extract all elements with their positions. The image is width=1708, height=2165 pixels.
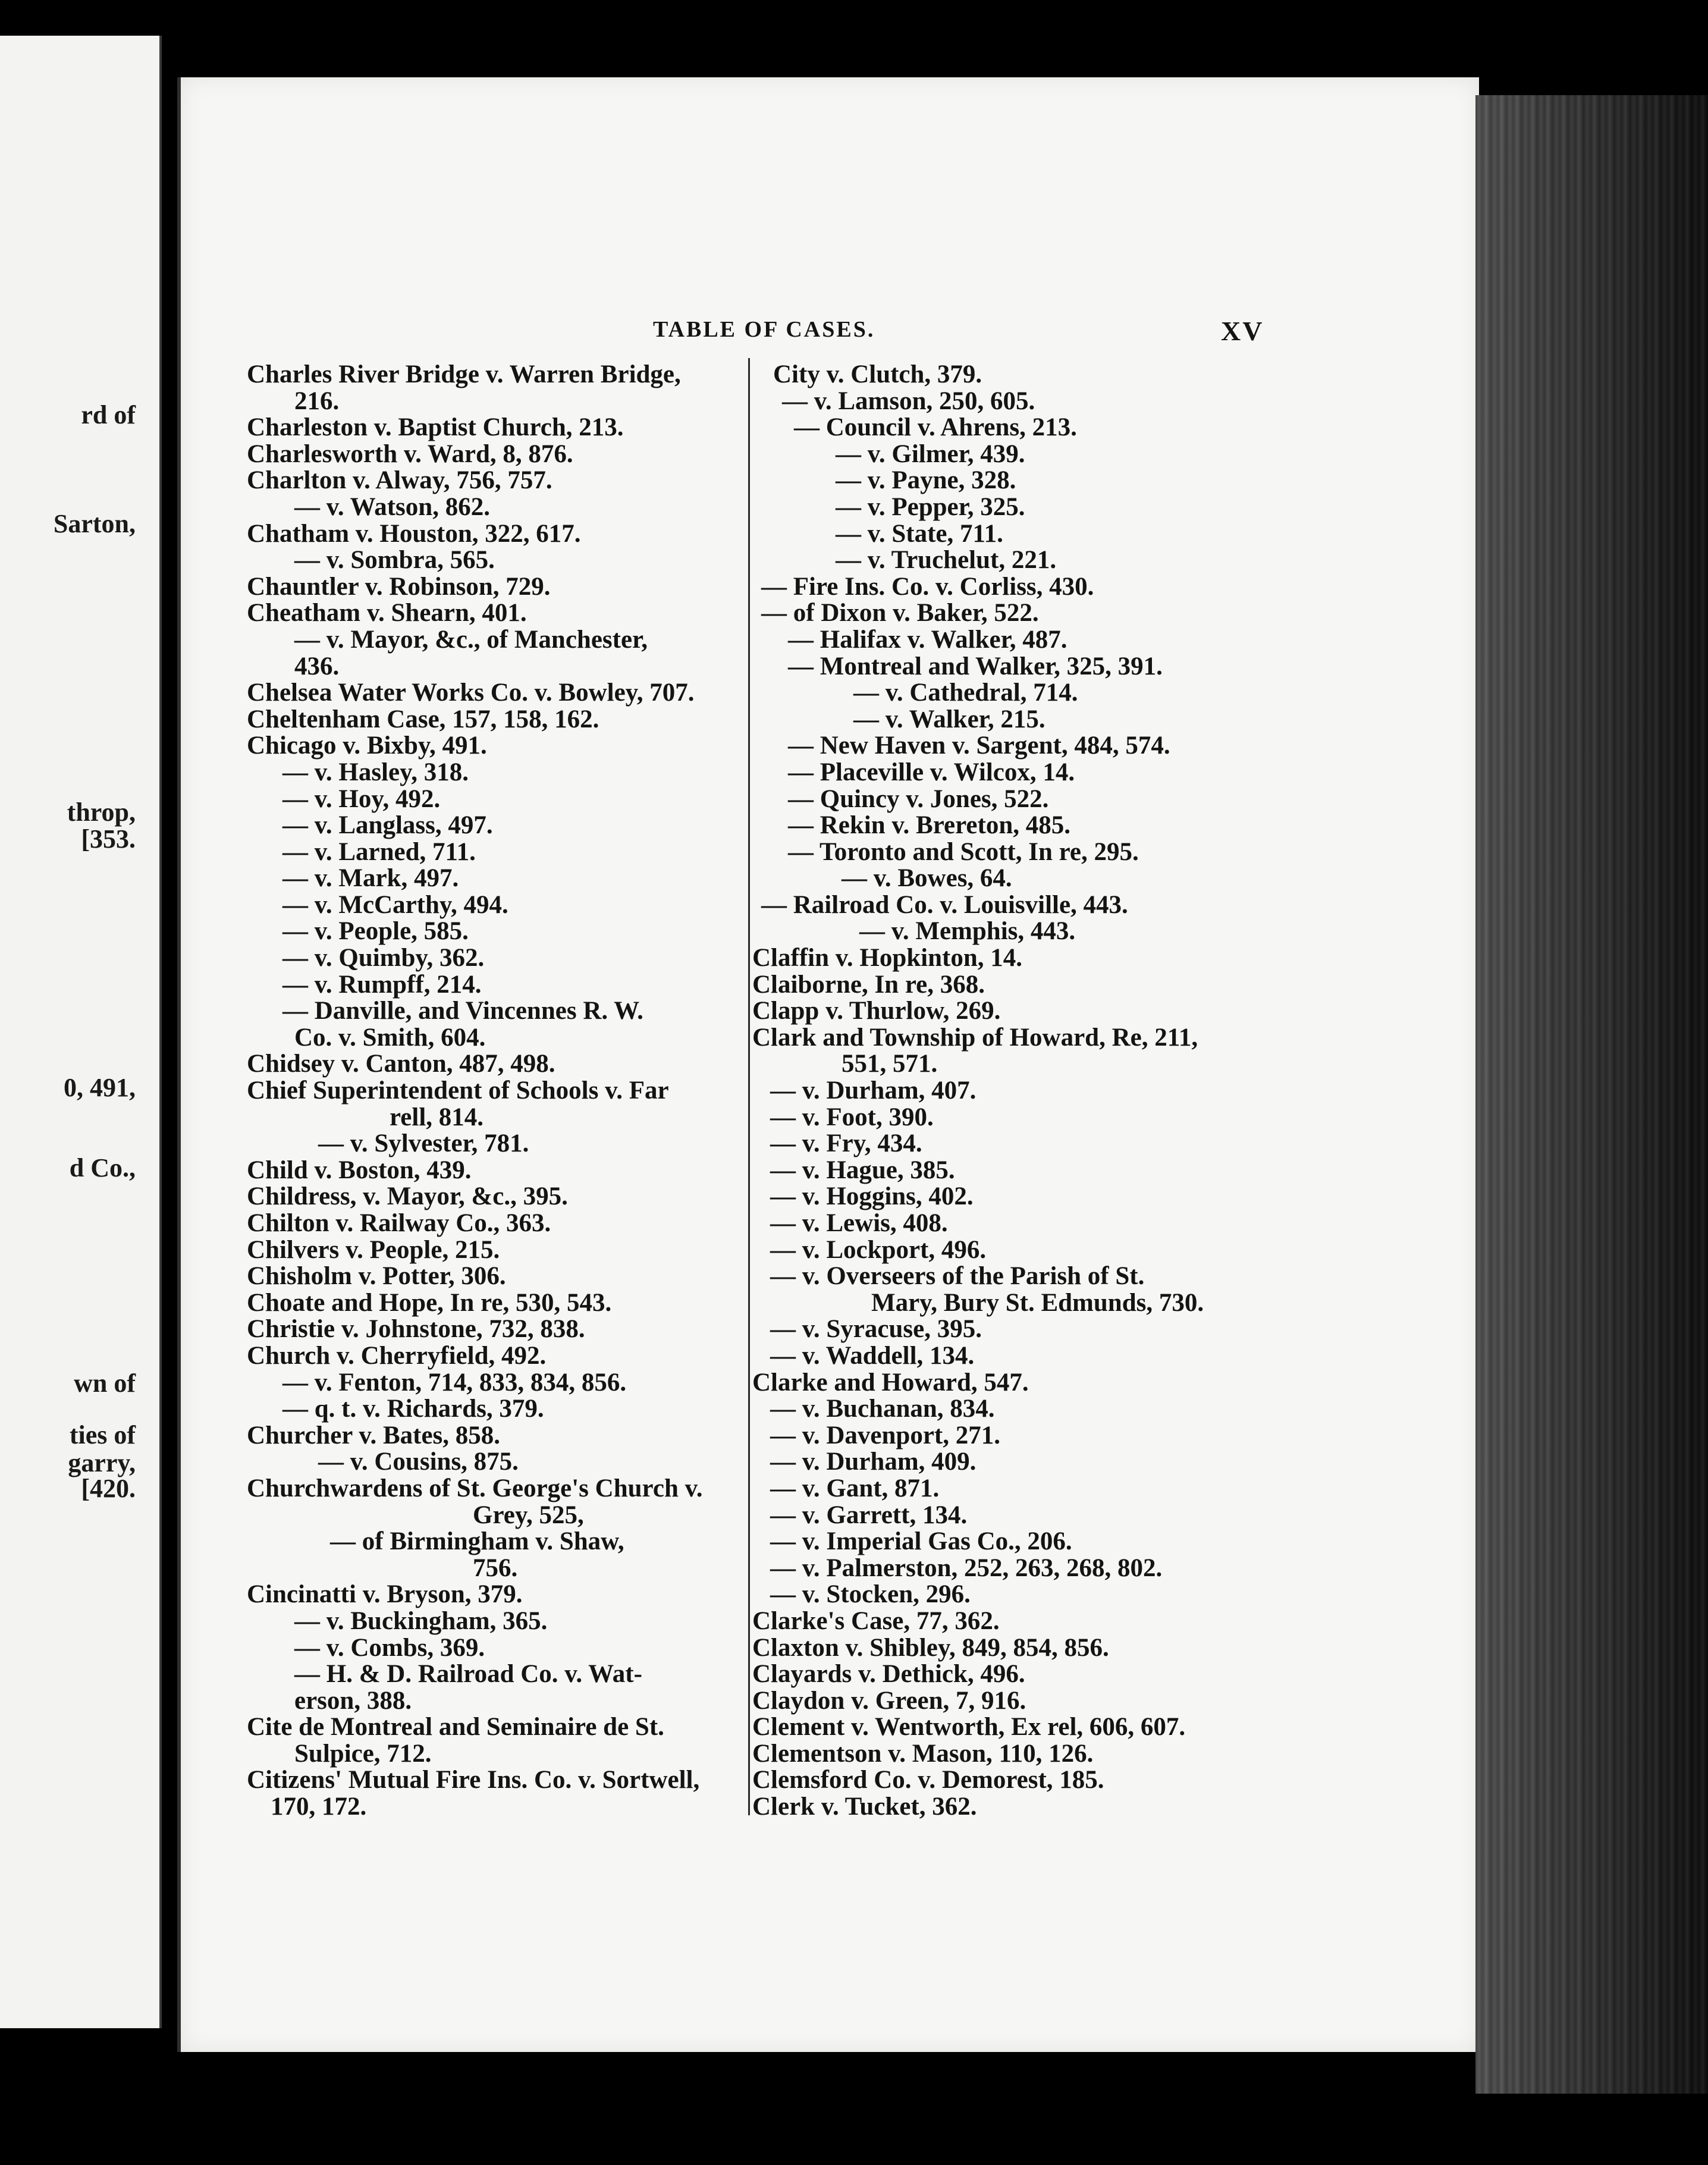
- index-entry: — v. Hasley, 318.: [282, 758, 469, 786]
- index-entry: 436.: [294, 652, 340, 680]
- index-entry: — v. Memphis, 443.: [859, 917, 1076, 946]
- index-entry: Christie v. Johnstone, 732, 838.: [247, 1315, 585, 1344]
- index-entry: — v. Durham, 407.: [770, 1077, 977, 1105]
- index-entry: — New Haven v. Sargent, 484, 574.: [788, 732, 1170, 760]
- index-entry: — v. Gant, 871.: [770, 1474, 940, 1502]
- index-entry: Clement v. Wentworth, Ex rel, 606, 607.: [752, 1713, 1186, 1742]
- index-entry: — v. Davenport, 271.: [770, 1421, 1000, 1449]
- index-entry: — v. Fry, 434.: [770, 1129, 922, 1158]
- index-entry: — H. & D. Railroad Co. v. Wat-: [294, 1660, 642, 1689]
- index-entry: Cheatham v. Shearn, 401.: [247, 599, 527, 627]
- index-entry: — v. Combs, 369.: [294, 1633, 485, 1662]
- index-entry: Churcher v. Bates, 858.: [247, 1421, 501, 1449]
- facing-page-fragment: garry,: [68, 1448, 136, 1477]
- index-entry: Chauntler v. Robinson, 729.: [247, 572, 551, 601]
- facing-page-fragment: wn of: [74, 1369, 136, 1398]
- column-divider: [748, 358, 750, 1815]
- index-entry: Chilton v. Railway Co., 363.: [247, 1209, 551, 1237]
- index-entry: — v. Palmerston, 252, 263, 268, 802.: [770, 1554, 1163, 1582]
- index-entry: — v. Payne, 328.: [836, 466, 1016, 495]
- index-entry: — v. Hoy, 492.: [282, 785, 441, 813]
- index-entry: — Quincy v. Jones, 522.: [788, 785, 1049, 813]
- index-entry: Clerk v. Tucket, 362.: [752, 1793, 977, 1821]
- index-entry: 551, 571.: [842, 1050, 938, 1078]
- index-entry: Chief Superintendent of Schools v. Far: [247, 1077, 669, 1105]
- index-entry: — of Birmingham v. Shaw,: [330, 1527, 624, 1556]
- index-entry: Claiborne, In re, 368.: [752, 970, 985, 999]
- index-entry: Clark and Township of Howard, Re, 211,: [752, 1023, 1198, 1052]
- index-column-right: [752, 362, 1258, 1821]
- facing-page-fragment: rd of: [81, 400, 136, 429]
- index-entry: Co. v. Smith, 604.: [294, 1023, 486, 1052]
- index-entry: Cite de Montreal and Seminaire de St.: [247, 1713, 664, 1742]
- index-column-left: [247, 362, 746, 1821]
- index-entry: — v. Overseers of the Parish of St.: [770, 1262, 1145, 1291]
- index-entry: Chisholm v. Potter, 306.: [247, 1262, 506, 1291]
- index-entry: Grey, 525,: [473, 1501, 584, 1529]
- index-entry: — v. People, 585.: [282, 917, 469, 946]
- index-entry: — Halifax v. Walker, 487.: [788, 625, 1068, 654]
- index-entry: Charleston v. Baptist Church, 213.: [247, 413, 624, 442]
- index-entry: — v. Durham, 409.: [770, 1448, 977, 1476]
- index-entry: Mary, Bury St. Edmunds, 730.: [871, 1288, 1204, 1317]
- index-entry: — Montreal and Walker, 325, 391.: [788, 652, 1163, 680]
- index-entry: Cincinatti v. Bryson, 379.: [247, 1580, 523, 1609]
- page-edges: [1475, 95, 1708, 2094]
- index-entry: — v. Sombra, 565.: [294, 546, 495, 575]
- index-entry: — Council v. Ahrens, 213.: [794, 413, 1077, 442]
- index-entry: — Placeville v. Wilcox, 14.: [788, 758, 1075, 786]
- index-entry: — v. Buchanan, 834.: [770, 1395, 995, 1423]
- index-entry: — v. Pepper, 325.: [836, 492, 1025, 521]
- index-entry: Chilvers v. People, 215.: [247, 1235, 500, 1264]
- index-entry: Chicago v. Bixby, 491.: [247, 732, 487, 760]
- index-entry: Claxton v. Shibley, 849, 854, 856.: [752, 1633, 1109, 1662]
- index-entry: City v. Clutch, 379.: [773, 360, 982, 388]
- index-entry: Charles River Bridge v. Warren Bridge,: [247, 360, 681, 388]
- index-entry: Claffin v. Hopkinton, 14.: [752, 944, 1022, 972]
- facing-page-fragment: ties of: [69, 1420, 136, 1449]
- index-entry: Clarke and Howard, 547.: [752, 1368, 1029, 1397]
- index-entry: 756.: [473, 1554, 518, 1582]
- facing-page-fragment: [420.: [81, 1474, 136, 1503]
- index-entry: Claydon v. Green, 7, 916.: [752, 1686, 1026, 1715]
- index-entry: Child v. Boston, 439.: [247, 1156, 472, 1184]
- facing-page-fragment: throp,: [67, 798, 136, 827]
- facing-page: [0, 36, 162, 2028]
- index-entry: Churchwardens of St. George's Church v.: [247, 1474, 703, 1502]
- index-entry: — v. Cousins, 875.: [318, 1448, 519, 1476]
- index-entry: Childress, v. Mayor, &c., 395.: [247, 1182, 568, 1211]
- facing-page-fragment: [353.: [81, 824, 136, 854]
- index-entry: — Fire Ins. Co. v. Corliss, 430.: [761, 572, 1094, 601]
- index-entry: — v. Quimby, 362.: [282, 944, 485, 972]
- index-entry: — v. Lamson, 250, 605.: [782, 387, 1035, 415]
- index-entry: — Danville, and Vincennes R. W.: [282, 997, 643, 1025]
- index-entry: — v. Langlass, 497.: [282, 811, 493, 840]
- index-entry: 170, 172.: [271, 1793, 367, 1821]
- facing-page-fragment: Sarton,: [53, 509, 136, 538]
- index-entry: Chatham v. Houston, 322, 617.: [247, 519, 581, 548]
- index-entry: — v. Walker, 215.: [853, 705, 1045, 733]
- index-entry: — v. Imperial Gas Co., 206.: [770, 1527, 1072, 1556]
- facing-page-fragment: 0, 491,: [64, 1073, 136, 1102]
- index-entry: Choate and Hope, In re, 530, 543.: [247, 1288, 612, 1317]
- index-entry: Sulpice, 712.: [294, 1739, 432, 1768]
- index-entry: — of Dixon v. Baker, 522.: [761, 599, 1039, 627]
- index-entry: Clementson v. Mason, 110, 126.: [752, 1739, 1094, 1768]
- index-entry: — v. Watson, 862.: [294, 492, 490, 521]
- index-entry: Cheltenham Case, 157, 158, 162.: [247, 705, 599, 733]
- index-entry: Clemsford Co. v. Demorest, 185.: [752, 1766, 1104, 1794]
- index-entry: — v. Larned, 711.: [282, 837, 476, 866]
- index-entry: — v. Syracuse, 395.: [770, 1315, 982, 1344]
- index-entry: — v. Garrett, 134.: [770, 1501, 968, 1529]
- index-entry: — v. Lockport, 496.: [770, 1235, 987, 1264]
- index-entry: Charlton v. Alway, 756, 757.: [247, 466, 552, 495]
- index-entry: — v. Fenton, 714, 833, 834, 856.: [282, 1368, 627, 1397]
- index-entry: — v. McCarthy, 494.: [282, 890, 508, 919]
- index-entry: — Rekin v. Brereton, 485.: [788, 811, 1070, 840]
- index-entry: — v. Hague, 385.: [770, 1156, 955, 1184]
- index-entry: — v. State, 711.: [836, 519, 1003, 548]
- index-entry: — v. Mark, 497.: [282, 864, 459, 893]
- index-entry: — v. Lewis, 408.: [770, 1209, 948, 1237]
- index-entry: — v. Foot, 390.: [770, 1103, 934, 1131]
- index-entry: — v. Hoggins, 402.: [770, 1182, 974, 1211]
- index-entry: Chidsey v. Canton, 487, 498.: [247, 1050, 555, 1078]
- index-entry: rell, 814.: [390, 1103, 484, 1131]
- index-entry: — v. Buckingham, 365.: [294, 1607, 548, 1635]
- index-entry: — v. Bowes, 64.: [842, 864, 1012, 893]
- index-entry: — Railroad Co. v. Louisville, 443.: [761, 890, 1128, 919]
- index-entry: Church v. Cherryfield, 492.: [247, 1341, 547, 1370]
- facing-page-fragment: d Co.,: [69, 1153, 136, 1182]
- index-entry: — v. Rumpff, 214.: [282, 970, 482, 999]
- index-entry: Clayards v. Dethick, 496.: [752, 1660, 1025, 1689]
- index-entry: Chelsea Water Works Co. v. Bowley, 707.: [247, 679, 695, 707]
- index-entry: — v. Truchelut, 221.: [836, 546, 1057, 575]
- index-entry: — v. Stocken, 296.: [770, 1580, 971, 1609]
- index-entry: Clapp v. Thurlow, 269.: [752, 997, 1001, 1025]
- index-entry: — v. Sylvester, 781.: [318, 1129, 529, 1158]
- index-entry: — Toronto and Scott, In re, 295.: [788, 837, 1139, 866]
- index-entry: Clarke's Case, 77, 362.: [752, 1607, 1000, 1635]
- index-entry: 216.: [294, 387, 340, 415]
- index-entry: — v. Mayor, &c., of Manchester,: [294, 625, 648, 654]
- index-entry: erson, 388.: [294, 1686, 412, 1715]
- index-entry: — v. Waddell, 134.: [770, 1341, 975, 1370]
- index-entry: — v. Cathedral, 714.: [853, 679, 1078, 707]
- index-entry: — v. Gilmer, 439.: [836, 440, 1025, 468]
- index-entry: Charlesworth v. Ward, 8, 876.: [247, 440, 573, 468]
- page-number: XV: [1221, 316, 1264, 346]
- running-head: TABLE OF CASES.: [653, 317, 875, 342]
- index-entry: — q. t. v. Richards, 379.: [282, 1395, 544, 1423]
- index-entry: Citizens' Mutual Fire Ins. Co. v. Sortwell,: [247, 1766, 700, 1794]
